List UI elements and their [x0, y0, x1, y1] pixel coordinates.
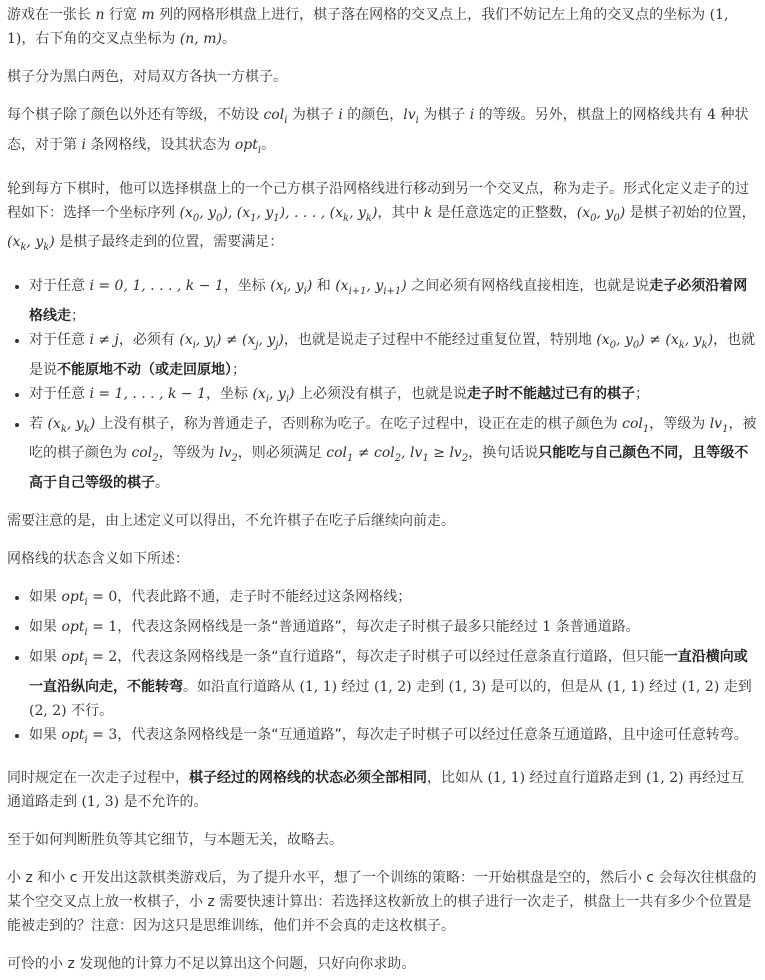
- paragraph-omitted: 至于如何判断胜负等其它细节，与本题无关，故略去。: [7, 832, 343, 849]
- paragraph-help: 可怜的小 z 发现他的计算力不足以算出这个问题，只好向你求助。: [7, 956, 416, 973]
- rule-item: • 对于任意 i ≠ j，必须有 ($x_i$, $y_i) \ne (x_j$, $y_j$)，也就是说走子过程中不能经过重复位置，特别地 ($x_0$, $y_0) \ne (x_k$, $y_k$)，也就是说不能原地不动（或走回原地）；: [29, 328, 757, 382]
- paragraph-levels: 每个棋子除了颜色以外还有等级，不妨设 col$_i$ 为棋子 i 的颜色，$lv_i$ 为棋子 i 的等级。另外，棋盘上的网格线共有 4 种状态，对于第 i 条网格线，设其状态为 opt$_i$。: [7, 107, 749, 156]
- rule-item: • 对于任意 i = 0, 1, . . . , k − 1，坐标 ($x_i$, $y_i$) 和 ($x_{i+1}$, $y_{i+1}$) 之间必须有网格线直接相连，也就是说走子必须沿着网格线走；: [29, 274, 757, 328]
- paragraph-same-state: 同时规定在一次走子过程中，棋子经过的网格线的状态必须全部相同，比如从 (1, 1) 经过直行道路走到 (1, 2) 再经过互通道路走到 (1, 3) 是不允许的。: [7, 770, 745, 811]
- paragraph-colors: 棋子分为黑白两色，对局双方各执一方棋子。: [7, 69, 287, 85]
- rule-item: • 若 ($x_k$, $y_k$) 上没有棋子，称为普通走子，否则称为吃子。在吃子过程中，设正在走的棋子颜色为 col$_1$，等级为 $lv_1$，被吃的棋子颜色为 col$_2$，等级为 $lv_2$，则必须满足 col$_1$ ≠ col$_2$, $lv_1 \ge lv_2$，换句话说只能吃与自己颜色不同，且等级不高于自己等级的棋子。: [29, 412, 757, 496]
- rule-item: • 对于任意 i = 1, . . . , k − 1，坐标 ($x_i$, $y_i$) 上必须没有棋子，也就是说走子时不能越过已有的棋子；: [29, 382, 757, 412]
- rules-list: [7, 274, 757, 495]
- state-item: • 如果 opt$_i$ = 2，代表这条网格线是一条“直行道路”，每次走子时棋子可以经过任意条直行道路，但只能一直沿横向或一直沿纵向走，不能转弯。如沿直行道路从 (1, 1) 经过 (1, 2) 走到 (1, 3) 是可以的，但是从 (1, 1) 经过 (1, 2) 走到 (2, 2) 不行。: [29, 645, 757, 723]
- states-list: [7, 585, 757, 752]
- paragraph-board: 游戏在一张长 n 行宽 m 列的网格形棋盘上进行，棋子落在网格的交叉点上，我们不妨记左上角的交叉点的坐标为 (1, 1)，右下角的交叉点坐标为 (n, m)。: [7, 7, 729, 47]
- paragraph-move-definition: 轮到每方下棋时，他可以选择棋盘上的一个己方棋子沿网格线进行移动到另一个交叉点，称为走子。形式化定义走子的过程如下：选择一个坐标序列 ($x_0$, $y_0$), ($x_1$, $y_1$), . . . , ($x_k$, $y_k$)，其中 k 是任意选定的正整数，($x_0$, $y_0$) 是棋子初始的位置，($x_k$, $y_k$) 是棋子最终走到的位置，需要满足：: [7, 180, 756, 254]
- paragraph-training: 小 z 和小 c 开发出这款棋类游戏后，为了提升水平，想了一个训练的策略：一开始棋盘是空的，然后小 c 会每次往棋盘的某个空交叉点上放一枚棋子，小 z 需要快速计算出：若选择这枚新放上的棋子进行一次走子，棋盘上一共有多少个位置是能被走到的？注意：因为这只是思维训练，他们并不会真的走这枚棋子。: [7, 870, 757, 935]
- state-item: • 如果 opt$_i$ = 1，代表这条网格线是一条“普通道路”，每次走子时棋子最多只能经过 1 条普通道路。: [29, 615, 757, 645]
- state-item: • 如果 opt$_i$ = 0，代表此路不通，走子时不能经过这条网格线；: [29, 585, 757, 615]
- state-item: • 如果 opt$_i$ = 3，代表这条网格线是一条“互通道路”，每次走子时棋子可以经过任意条互通道路，且中途可任意转弯。: [29, 723, 757, 753]
- paragraph-note: 需要注意的是，由上述定义可以得出，不允许棋子在吃子后继续向前走。: [7, 513, 455, 530]
- paragraph-states-intro: 网格线的状态含义如下所述：: [7, 551, 189, 568]
